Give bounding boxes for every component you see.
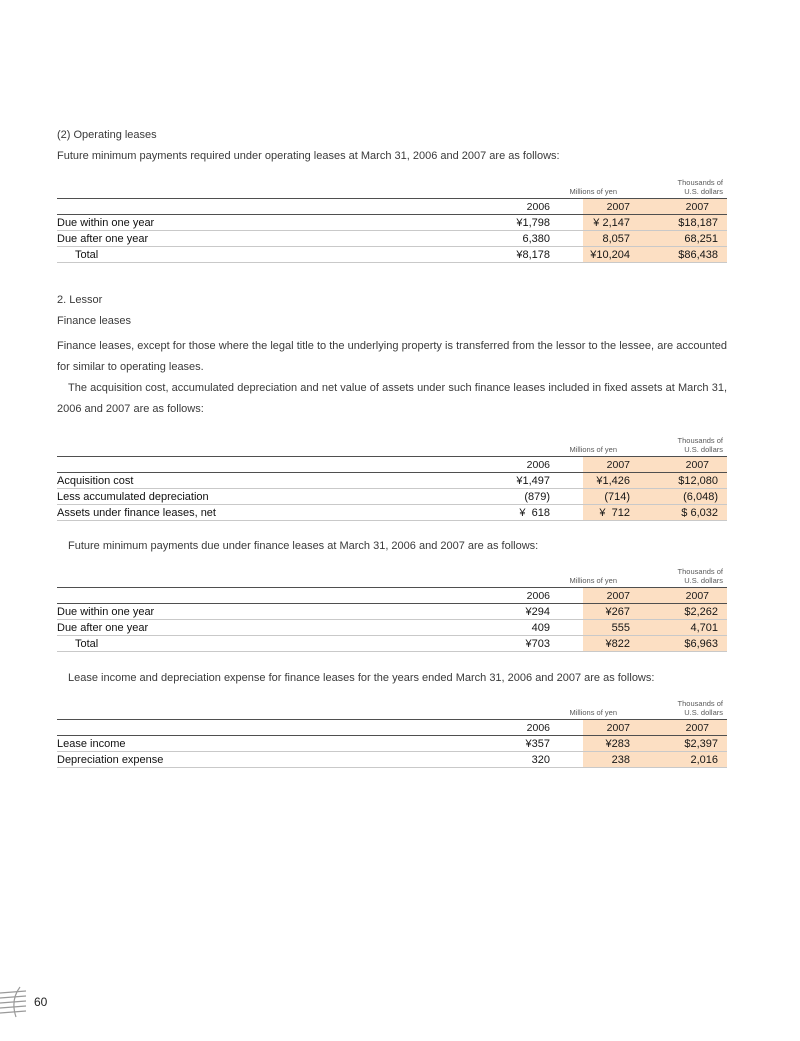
table-year-header xyxy=(57,199,727,215)
cell-value-2006: (879) xyxy=(468,489,583,505)
row-label: Total xyxy=(57,247,468,263)
cell-value-2007-usd: 4,701 xyxy=(637,620,727,636)
year-2006-header: 2006 xyxy=(468,457,583,473)
page-content xyxy=(57,0,727,768)
row-label: Less accumulated depreciation xyxy=(57,489,468,505)
row-label: Due after one year xyxy=(57,620,468,636)
cell-value-2006: ¥357 xyxy=(468,736,583,752)
row-label: Assets under finance leases, net xyxy=(57,505,468,521)
lessor-heading: 2. Lessor xyxy=(57,294,103,306)
empty-cell xyxy=(57,693,468,720)
finance-lease-income-table xyxy=(57,693,727,768)
empty-cell xyxy=(57,430,468,457)
finance-lease-income-grid xyxy=(57,693,727,768)
cell-value-2007-yen: ¥1,426 xyxy=(583,473,637,489)
table-group-header xyxy=(57,561,727,588)
page-footer xyxy=(0,985,47,1019)
table-row xyxy=(57,231,727,247)
operating-leases-heading: (2) Operating leases xyxy=(57,129,157,141)
thousands-usd-line1: Thousands of xyxy=(677,436,723,445)
operating-leases-intro: Future minimum payments required under operating leases at March 31, 2006 and 2007 are as follows: xyxy=(57,150,560,162)
operating-lease-payments-grid xyxy=(57,172,727,263)
cell-value-2007-usd: 68,251 xyxy=(637,231,727,247)
table-row xyxy=(57,489,727,505)
row-label: Acquisition cost xyxy=(57,473,468,489)
finance-lease-payments-table xyxy=(57,561,727,652)
millions-of-yen-label: Millions of yen xyxy=(468,172,637,199)
empty-cell xyxy=(57,588,468,604)
row-label: Depreciation expense xyxy=(57,752,468,768)
cell-value-2007-yen: 555 xyxy=(583,620,637,636)
thousands-usd-line1: Thousands of xyxy=(677,567,723,576)
cell-value-2006: ¥703 xyxy=(468,636,583,652)
thousands-usd-label xyxy=(637,561,727,588)
table-group-header xyxy=(57,693,727,720)
thousands-usd-label xyxy=(637,693,727,720)
thousands-usd-line2: U.S. dollars xyxy=(684,708,723,717)
thousands-usd-line1: Thousands of xyxy=(677,699,723,708)
year-2007-yen-header: 2007 xyxy=(583,720,637,736)
cell-value-2007-yen: 8,057 xyxy=(583,231,637,247)
table-row xyxy=(57,620,727,636)
empty-cell xyxy=(57,457,468,473)
row-label: Total xyxy=(57,636,468,652)
table-year-header xyxy=(57,588,727,604)
row-label: Due within one year xyxy=(57,215,468,231)
table-group-header xyxy=(57,430,727,457)
row-label: Due within one year xyxy=(57,604,468,620)
thousands-usd-label xyxy=(637,430,727,457)
cell-value-2007-usd: $ 6,032 xyxy=(637,505,727,521)
footer-logo-icon xyxy=(0,985,30,1019)
year-2006-header: 2006 xyxy=(468,199,583,215)
cell-value-2007-yen: 238 xyxy=(583,752,637,768)
thousands-usd-line2: U.S. dollars xyxy=(684,445,723,454)
cell-value-2007-yen: ¥ 2,147 xyxy=(583,215,637,231)
cell-value-2007-usd: $12,080 xyxy=(637,473,727,489)
finance-lease-income-intro: Lease income and depreciation expense for finance leases for the years ended March 31, 2006 and 2007 are as follows: xyxy=(68,672,655,684)
cell-value-2007-yen: ¥267 xyxy=(583,604,637,620)
year-2007-usd-header: 2007 xyxy=(637,720,727,736)
empty-cell xyxy=(57,172,468,199)
table-year-header xyxy=(57,457,727,473)
finance-leases-paragraph-1: Finance leases, except for those where the legal title to the underlying property is transferred from the lessor to the lessee, are accounted for similar to operating leases. xyxy=(57,340,727,373)
cell-value-2007-yen: ¥10,204 xyxy=(583,247,637,263)
operating-lease-payments-table xyxy=(57,172,727,263)
table-row xyxy=(57,247,727,263)
cell-value-2006: 320 xyxy=(468,752,583,768)
table-row xyxy=(57,473,727,489)
cell-value-2007-usd: $18,187 xyxy=(637,215,727,231)
year-2006-header: 2006 xyxy=(468,588,583,604)
table-row xyxy=(57,505,727,521)
finance-lease-assets-grid xyxy=(57,430,727,521)
cell-value-2007-usd: $6,963 xyxy=(637,636,727,652)
cell-value-2007-yen: ¥822 xyxy=(583,636,637,652)
table-row xyxy=(57,215,727,231)
thousands-usd-line1: Thousands of xyxy=(677,178,723,187)
table-group-header xyxy=(57,172,727,199)
cell-value-2006: ¥8,178 xyxy=(468,247,583,263)
page-number: 60 xyxy=(34,995,48,1009)
year-2007-usd-header: 2007 xyxy=(637,588,727,604)
year-2007-usd-header: 2007 xyxy=(637,457,727,473)
row-label: Due after one year xyxy=(57,231,468,247)
year-2006-header: 2006 xyxy=(468,720,583,736)
thousands-usd-line2: U.S. dollars xyxy=(684,187,723,196)
cell-value-2006: ¥ 618 xyxy=(468,505,583,521)
cell-value-2006: 409 xyxy=(468,620,583,636)
cell-value-2006: ¥1,497 xyxy=(468,473,583,489)
millions-of-yen-label: Millions of yen xyxy=(468,430,637,457)
cell-value-2006: ¥1,798 xyxy=(468,215,583,231)
table-row xyxy=(57,604,727,620)
year-2007-yen-header: 2007 xyxy=(583,457,637,473)
cell-value-2007-yen: ¥ 712 xyxy=(583,505,637,521)
year-2007-usd-header: 2007 xyxy=(637,199,727,215)
empty-cell xyxy=(57,561,468,588)
cell-value-2007-usd: $2,397 xyxy=(637,736,727,752)
cell-value-2006: ¥294 xyxy=(468,604,583,620)
cell-value-2007-usd: $2,262 xyxy=(637,604,727,620)
table-year-header xyxy=(57,720,727,736)
cell-value-2007-usd: 2,016 xyxy=(637,752,727,768)
finance-leases-subheading: Finance leases xyxy=(57,315,131,327)
cell-value-2007-yen: ¥283 xyxy=(583,736,637,752)
finance-lease-payments-intro: Future minimum payments due under finance leases at March 31, 2006 and 2007 are as follows: xyxy=(68,540,539,552)
empty-cell xyxy=(57,720,468,736)
table-row xyxy=(57,736,727,752)
millions-of-yen-label: Millions of yen xyxy=(468,693,637,720)
row-label: Lease income xyxy=(57,736,468,752)
cell-value-2007-usd: $86,438 xyxy=(637,247,727,263)
table-row xyxy=(57,752,727,768)
year-2007-yen-header: 2007 xyxy=(583,588,637,604)
cell-value-2006: 6,380 xyxy=(468,231,583,247)
cell-value-2007-yen: (714) xyxy=(583,489,637,505)
finance-lease-assets-table xyxy=(57,430,727,521)
millions-of-yen-label: Millions of yen xyxy=(468,561,637,588)
finance-leases-paragraph-2: The acquisition cost, accumulated depreciation and net value of assets under such finance leases included in fixed assets at March 31, 2006 and 2007 are as follows: xyxy=(57,382,727,415)
thousands-usd-label xyxy=(637,172,727,199)
cell-value-2007-usd: (6,048) xyxy=(637,489,727,505)
empty-cell xyxy=(57,199,468,215)
year-2007-yen-header: 2007 xyxy=(583,199,637,215)
table-row xyxy=(57,636,727,652)
thousands-usd-line2: U.S. dollars xyxy=(684,576,723,585)
finance-lease-payments-grid xyxy=(57,561,727,652)
